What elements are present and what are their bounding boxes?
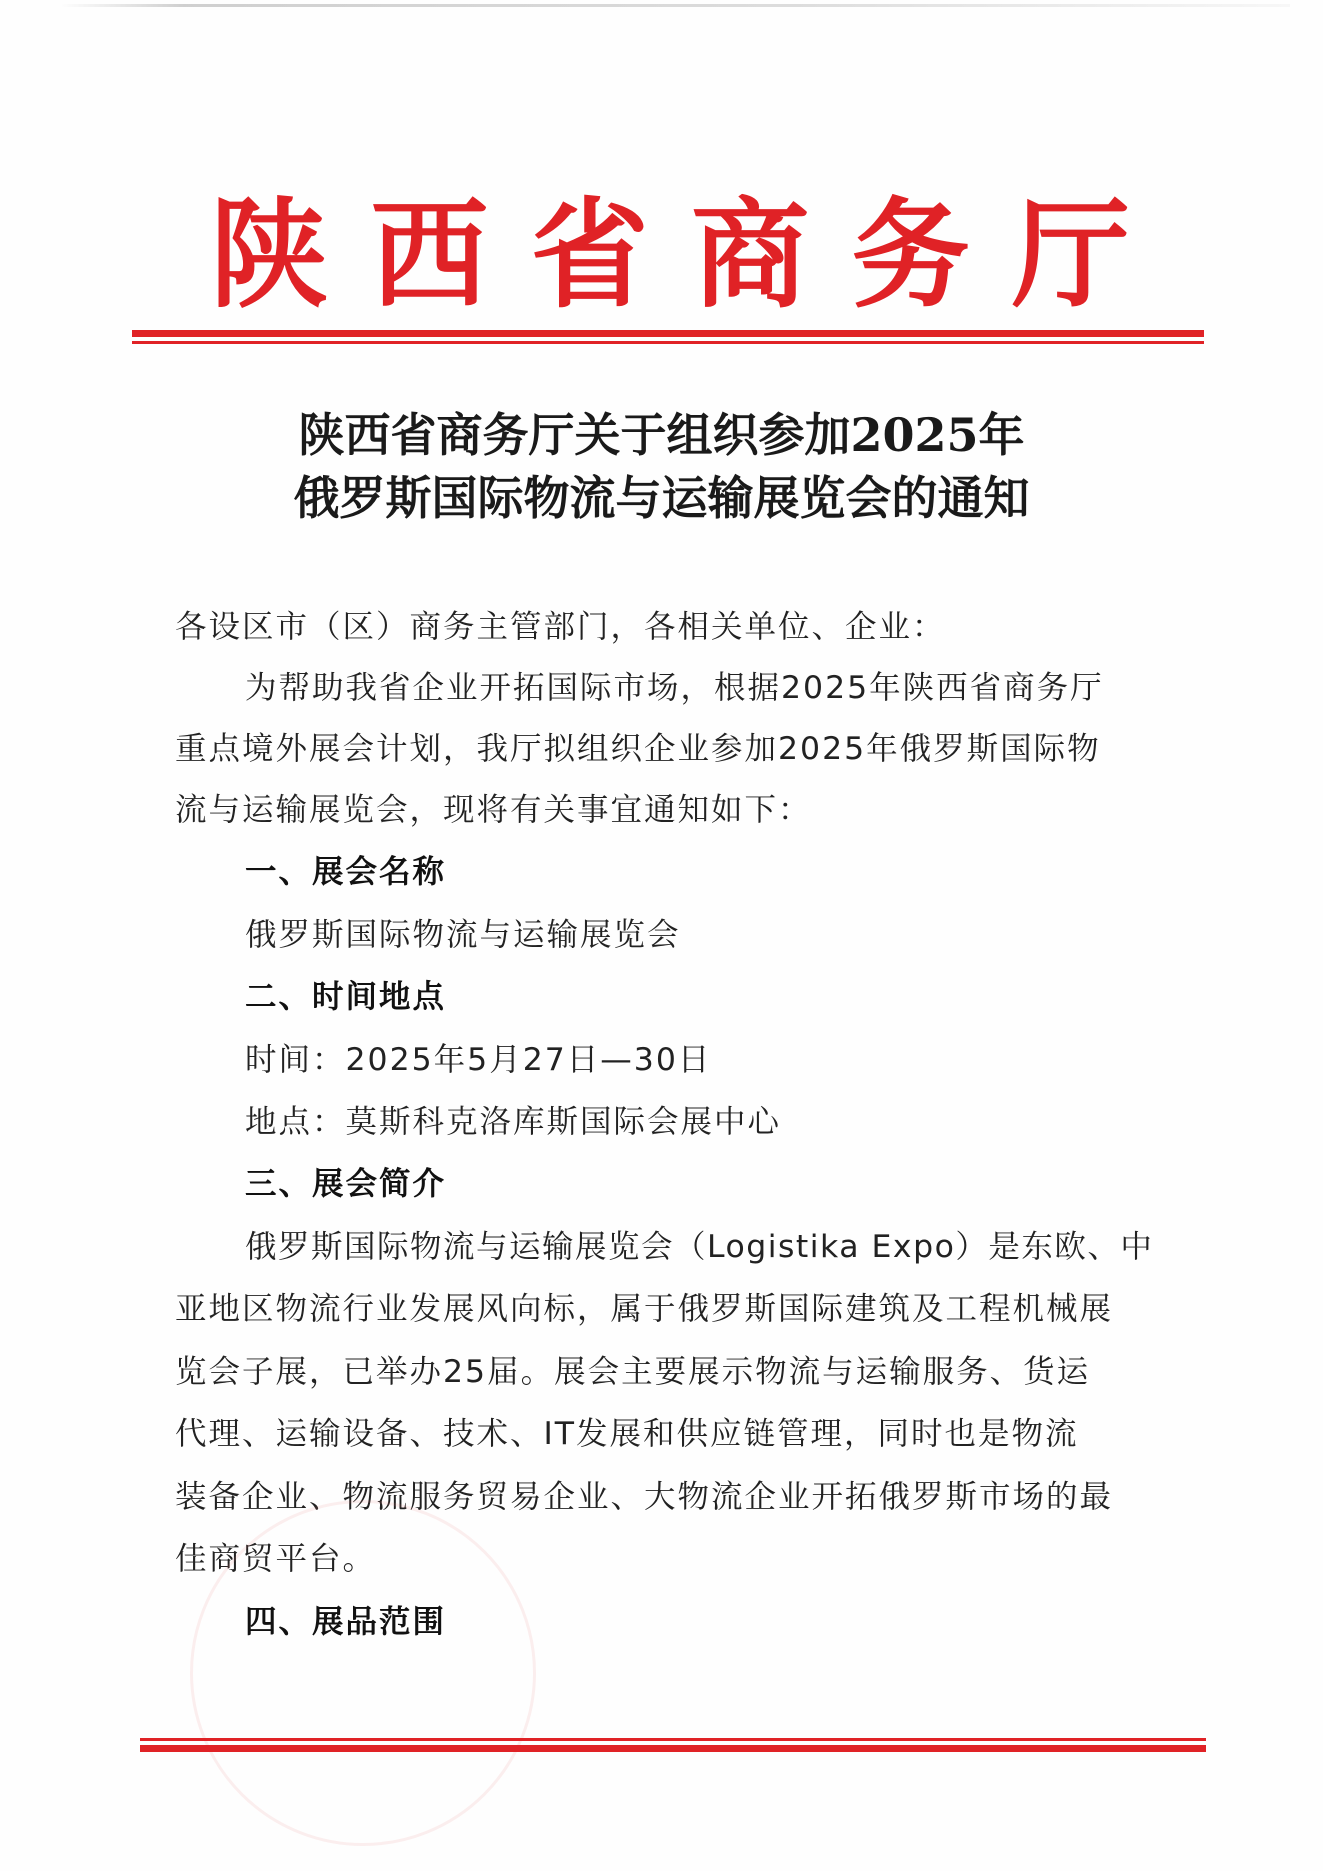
intro-line-3: 流与运输展览会，现将有关事宜通知如下： xyxy=(175,792,812,828)
masthead-char: 省 xyxy=(530,185,649,324)
section-3-heading: 三、展会简介 xyxy=(245,1166,447,1202)
section-4-heading: 四、展品范围 xyxy=(245,1604,447,1640)
masthead-char: 厅 xyxy=(1011,185,1130,324)
section-2-heading: 二、时间地点 xyxy=(245,979,447,1015)
masthead-char: 商 xyxy=(691,185,810,324)
intro-line-1: 为帮助我省企业开拓国际市场，根据2025年陕西省商务厅 xyxy=(245,670,1104,706)
masthead-divider xyxy=(132,330,1204,344)
masthead-char: 陕 xyxy=(210,185,329,324)
footer-divider xyxy=(140,1738,1206,1752)
section-2-place: 地点：莫斯科克洛库斯国际会展中心 xyxy=(245,1104,782,1140)
scan-edge xyxy=(60,4,1290,7)
document-title-line-1: 陕西省商务厅关于组织参加2025年 xyxy=(298,408,1025,462)
section-3-line-6: 佳商贸平台。 xyxy=(175,1541,377,1577)
intro-line-2: 重点境外展会计划，我厅拟组织企业参加2025年俄罗斯国际物 xyxy=(175,731,1101,767)
section-1-heading: 一、展会名称 xyxy=(245,854,447,890)
masthead-char: 西 xyxy=(370,185,489,324)
section-1-content: 俄罗斯国际物流与运输展览会 xyxy=(245,917,681,953)
document-title-line-2: 俄罗斯国际物流与运输展览会的通知 xyxy=(293,471,1030,525)
section-3-line-5: 装备企业、物流服务贸易企业、大物流企业开拓俄罗斯市场的最 xyxy=(175,1479,1114,1515)
section-3-line-1: 俄罗斯国际物流与运输展览会（Logistika Expo）是东欧、中 xyxy=(245,1229,1154,1265)
masthead-title xyxy=(210,185,1130,325)
section-2-time: 时间：2025年5月27日—30日 xyxy=(245,1042,712,1078)
section-3-line-4: 代理、运输设备、技术、IT发展和供应链管理，同时也是物流 xyxy=(175,1416,1079,1452)
section-3-line-2: 亚地区物流行业发展风向标，属于俄罗斯国际建筑及工程机械展 xyxy=(175,1291,1114,1327)
section-3-line-3: 览会子展，已举办25届。展会主要展示物流与运输服务、货运 xyxy=(175,1354,1091,1390)
masthead-char: 务 xyxy=(851,185,970,324)
salutation: 各设区市（区）商务主管部门，各相关单位、企业： xyxy=(175,609,946,645)
